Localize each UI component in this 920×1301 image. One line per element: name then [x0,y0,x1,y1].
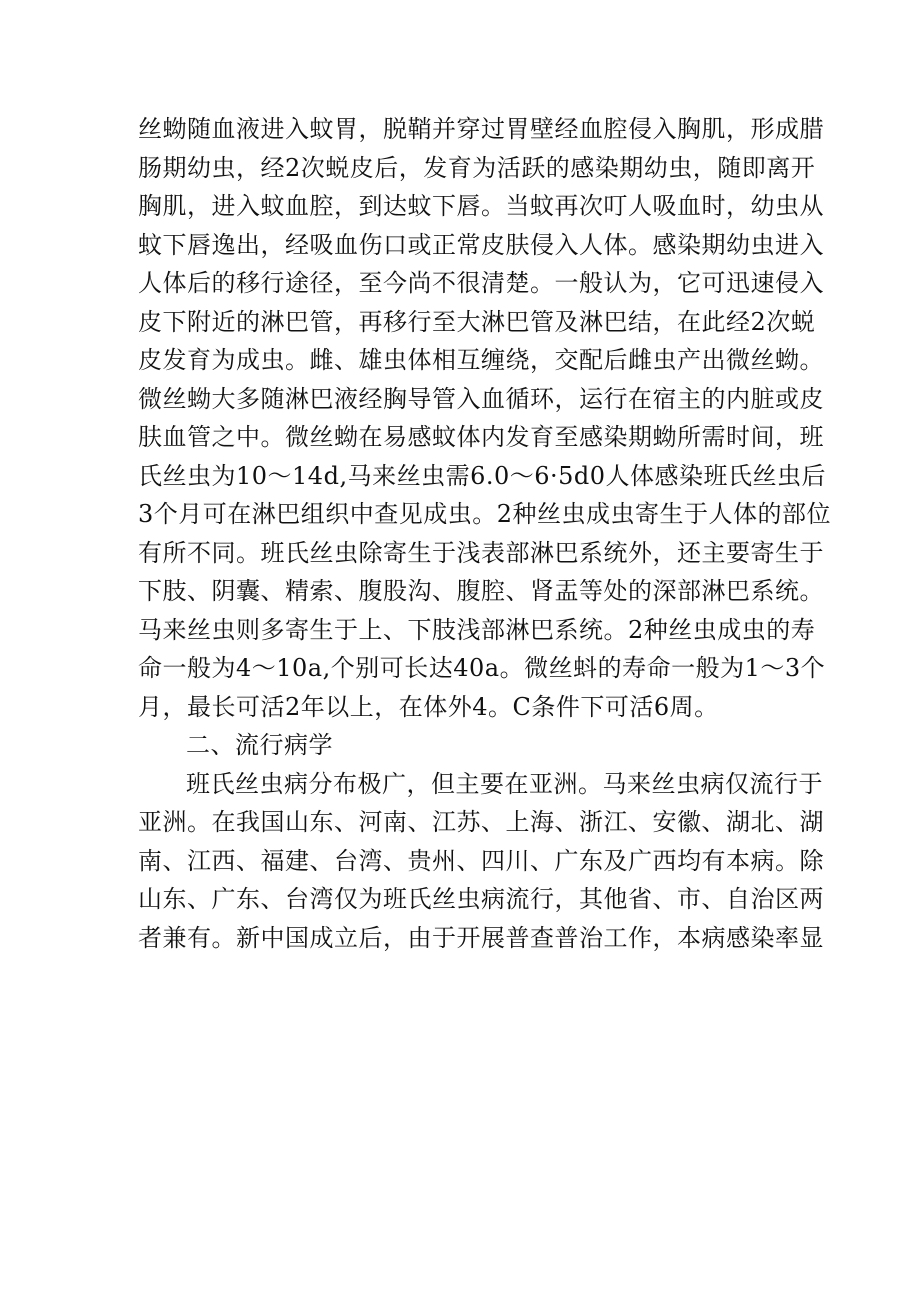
text-line: 蚊下唇逸出，经吸血伤口或正常皮肤侵入人体。感染期幼虫进入 [138,230,824,259]
text-line: 月，最长可活2年以上，在体外4。C条件下可活6周。 [138,692,719,721]
text-line: 皮发育为成虫。雌、雄虫体相互缠绕，交配后雌虫产出微丝蚴。 [138,346,824,374]
section-heading: 二、流行病学 [186,731,333,759]
text-line: 肤血管之中。微丝蚴在易感蚊体内发育至感染期蚴所需时间，班 [138,423,824,451]
text-line: 3个月可在淋巴组织中查见成虫。2种丝虫成虫寄生于人体的部位 [138,500,832,528]
paragraph-lifecycle [138,110,832,726]
text-line: 人体后的移行途径，至今尚不很清楚。一般认为，它可迅速侵入 [138,269,824,297]
text-line: 胸肌，进入蚊血腔，到达蚊下唇。当蚊再次叮人吸血时，幼虫从 [138,192,824,220]
document-body [138,110,832,957]
text-line: 命一般为4～10a,个别可长达40a。微丝蚪的寿命一般为1～3个 [138,654,826,682]
text-line: 微丝蚴大多随淋巴液经胸导管入血循环，运行在宿主的内脏或皮 [138,384,824,413]
text-line: 下肢、阴囊、精索、腹股沟、腹腔、肾盂等处的深部淋巴系统。 [138,577,824,605]
text-line: 马来丝虫则多寄生于上、下肢浅部淋巴系统。2种丝虫成虫的寿 [138,615,816,644]
text-line: 南、江西、福建、台湾、贵州、四川、广东及广西均有本病。除 [138,846,824,875]
text-line: 皮下附近的淋巴管，再移行至大淋巴管及淋巴结，在此经2次蜕 [138,307,816,336]
text-line: 山东、广东、台湾仅为班氏丝虫病流行，其他省、市、自治区两 [138,885,824,913]
text-line: 者兼有。新中国成立后，由于开展普查普治工作，本病感染率显 [138,923,824,952]
text-line: 肠期幼虫，经2次蜕皮后，发育为活跃的感染期幼虫，随即离开 [138,153,816,182]
text-line: 有所不同。班氏丝虫除寄生于浅表部淋巴系统外，还主要寄生于 [138,538,824,567]
text-line: 氏丝虫为10～14d,马来丝虫需6.0～6·5d0人体感染班氏丝虫后 [138,461,827,490]
text-line: 班氏丝虫病分布极广，但主要在亚洲。马来丝虫病仅流行于 [186,769,823,798]
paragraph-epidemiology [138,765,824,958]
text-line: 亚洲。在我国山东、河南、江苏、上海、浙江、安徽、湖北、湖 [138,808,824,836]
text-line: 丝蚴随血液进入蚊胃，脱鞘并穿过胃壁经血腔侵入胸肌，形成腊 [138,115,824,143]
